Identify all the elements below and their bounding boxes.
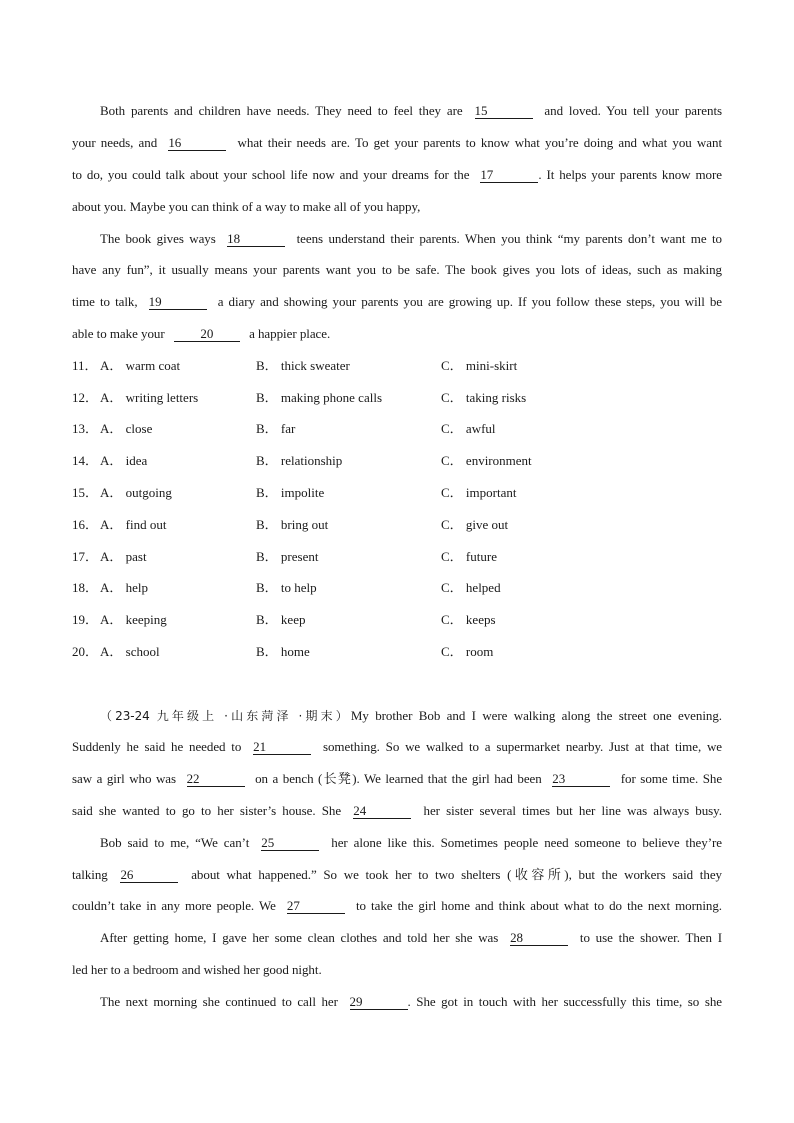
option-row (72, 548, 722, 566)
passage1-line-2 (72, 134, 722, 152)
option-a[interactable]: A． close (100, 421, 153, 436)
text-run: able to make your (72, 326, 165, 341)
text-run: time to talk, (72, 294, 138, 309)
option-row (72, 357, 722, 375)
passage1-line-3 (72, 166, 722, 184)
option-a[interactable]: A． writing letters (100, 390, 199, 405)
option-b[interactable]: B． keep (256, 612, 306, 627)
question-number: 18． (72, 580, 99, 595)
option-a[interactable]: A． help (100, 580, 149, 595)
option-c[interactable]: C． room (441, 644, 494, 659)
text-run: and loved. You tell your parents (544, 103, 723, 118)
blank-28[interactable]: 28 (510, 931, 568, 946)
blank-18[interactable]: 18 (227, 232, 285, 247)
text-run: couldn’t take in any more people. We (72, 898, 276, 913)
passage2-line-2 (72, 738, 722, 756)
option-row (72, 420, 722, 438)
text-run: . It helps your parents know more (538, 167, 722, 182)
option-b[interactable]: B． making phone calls (256, 390, 383, 405)
blank-17[interactable]: 17 (480, 168, 538, 183)
question-number: 17． (72, 549, 99, 564)
text-run: her sister several times but her line was always busy. (423, 803, 722, 818)
text-run: what their needs are. To get your parents to know what you’re doing and what you want (237, 135, 723, 150)
option-row (72, 611, 722, 629)
blank-19[interactable]: 19 (149, 295, 207, 310)
option-a[interactable]: A． keeping (100, 612, 167, 627)
blank-23[interactable]: 23 (552, 772, 610, 787)
option-row (72, 484, 722, 502)
option-b[interactable]: B． present (256, 549, 319, 564)
option-c[interactable]: C． taking risks (441, 390, 527, 405)
option-row (72, 452, 722, 470)
blank-22[interactable]: 22 (187, 772, 245, 787)
question-number: 14． (72, 453, 99, 468)
option-c[interactable]: C． keeps (441, 612, 496, 627)
text-run: . She got in touch with her successfully this time, so she (407, 994, 722, 1009)
blank-24[interactable]: 24 (353, 804, 411, 819)
option-b[interactable]: B． bring out (256, 517, 329, 532)
text-run: The book gives ways (100, 231, 216, 246)
passage1-line-1 (100, 102, 722, 120)
text-run: to take the girl home and think about what to do the next morning. (355, 898, 723, 913)
option-b[interactable]: B． home (256, 644, 310, 659)
passage1-line-8 (72, 325, 722, 343)
text-run: her alone like this. Sometimes people need someone to believe they’re (331, 835, 723, 850)
text-run: to use the shower. Then I (579, 930, 723, 945)
option-b[interactable]: B． to help (256, 580, 317, 595)
text-run: led her to a bedroom and wished her good night. (72, 962, 322, 977)
text-run: said she wanted to go to her sister’s house. She (72, 803, 342, 818)
source-label: （23-24 九年级上 ·山东菏泽 ·期末） (100, 709, 351, 723)
text-run: a happier place. (249, 326, 331, 341)
passage2-line-5 (100, 834, 722, 852)
blank-26[interactable]: 26 (120, 868, 178, 883)
option-row (72, 579, 722, 597)
text-run: your needs, and (72, 135, 158, 150)
passage1-line-6 (72, 261, 722, 279)
blank-15[interactable]: 15 (475, 104, 533, 119)
text-run: saw a girl who was (72, 771, 177, 786)
passage2-line-9 (72, 961, 722, 979)
text-run: talking (72, 867, 108, 882)
question-number: 19． (72, 612, 99, 627)
text-run: teens understand their parents. When you think “my parents don’t want me to (296, 231, 722, 246)
text-run: Suddenly he said he needed to (72, 739, 242, 754)
question-number: 16． (72, 517, 99, 532)
text-run: to do, you could talk about your school life now and your dreams for the (72, 167, 470, 182)
option-a[interactable]: A． find out (100, 517, 167, 532)
option-a[interactable]: A． outgoing (100, 485, 172, 500)
blank-16[interactable]: 16 (168, 136, 226, 151)
blank-21[interactable]: 21 (253, 740, 311, 755)
option-row (72, 643, 722, 661)
passage2-line-7 (72, 897, 722, 915)
passage2-line-4 (72, 802, 722, 820)
option-b[interactable]: B． far (256, 421, 296, 436)
question-number: 20． (72, 644, 99, 659)
passage2-line-8 (100, 929, 722, 947)
passage2-line-6 (72, 866, 722, 884)
blank-25[interactable]: 25 (261, 836, 319, 851)
text-run: about what happened.” So we took her to two shelters (收容所), but the workers said they (191, 867, 722, 882)
text-run: My brother Bob and I were walking along the street one evening. (350, 708, 723, 723)
text-run: for some time. She (620, 771, 723, 786)
question-number: 15． (72, 485, 99, 500)
option-row (72, 516, 722, 534)
text-run: Bob said to me, “We can’t (100, 835, 250, 850)
text-run: The next morning she continued to call her (100, 994, 338, 1009)
question-number: 13． (72, 421, 99, 436)
option-c[interactable]: C． future (441, 549, 497, 564)
option-b[interactable]: B． relationship (256, 453, 343, 468)
text-run: have any fun”, it usually means your parents want you to be safe. The book gives you lots of ideas, such as making (72, 262, 722, 277)
passage1-line-4 (72, 198, 722, 216)
passage2-line-1 (100, 707, 722, 725)
option-a[interactable]: A． school (100, 644, 160, 659)
blank-29[interactable]: 29 (350, 995, 408, 1010)
passage2-line-3 (72, 770, 722, 788)
option-a[interactable]: A． past (100, 549, 147, 564)
option-c[interactable]: C． environment (441, 453, 532, 468)
option-b[interactable]: B． thick sweater (256, 358, 350, 373)
option-c[interactable]: C． give out (441, 517, 509, 532)
text-run: something. So we walked to a supermarket nearby. Just at that time, we (322, 739, 723, 754)
passage1-line-7 (72, 293, 722, 311)
option-c[interactable]: C． helped (441, 580, 501, 595)
option-c[interactable]: C． important (441, 485, 517, 500)
text-run: about you. Maybe you can think of a way to make all of you happy, (72, 199, 421, 214)
blank-20[interactable]: 20 (174, 327, 240, 342)
text-run: After getting home, I gave her some clean clothes and told her she was (100, 930, 499, 945)
blank-27[interactable]: 27 (287, 899, 345, 914)
option-a[interactable]: A． warm coat (100, 358, 181, 373)
passage1-line-5 (100, 230, 722, 248)
passage2-line-10 (100, 993, 722, 1011)
option-a[interactable]: A． idea (100, 453, 148, 468)
question-number: 12． (72, 390, 99, 405)
text-run: Both parents and children have needs. They need to feel they are (100, 103, 463, 118)
text-run: on a bench (长凳). We learned that the girl had been (255, 771, 542, 786)
option-c[interactable]: C． mini-skirt (441, 358, 518, 373)
text-run: a diary and showing your parents you are growing up. If you follow these steps, you will be (217, 294, 723, 309)
question-number: 11． (72, 358, 98, 373)
option-b[interactable]: B． impolite (256, 485, 325, 500)
option-row (72, 389, 722, 407)
option-c[interactable]: C． awful (441, 421, 496, 436)
